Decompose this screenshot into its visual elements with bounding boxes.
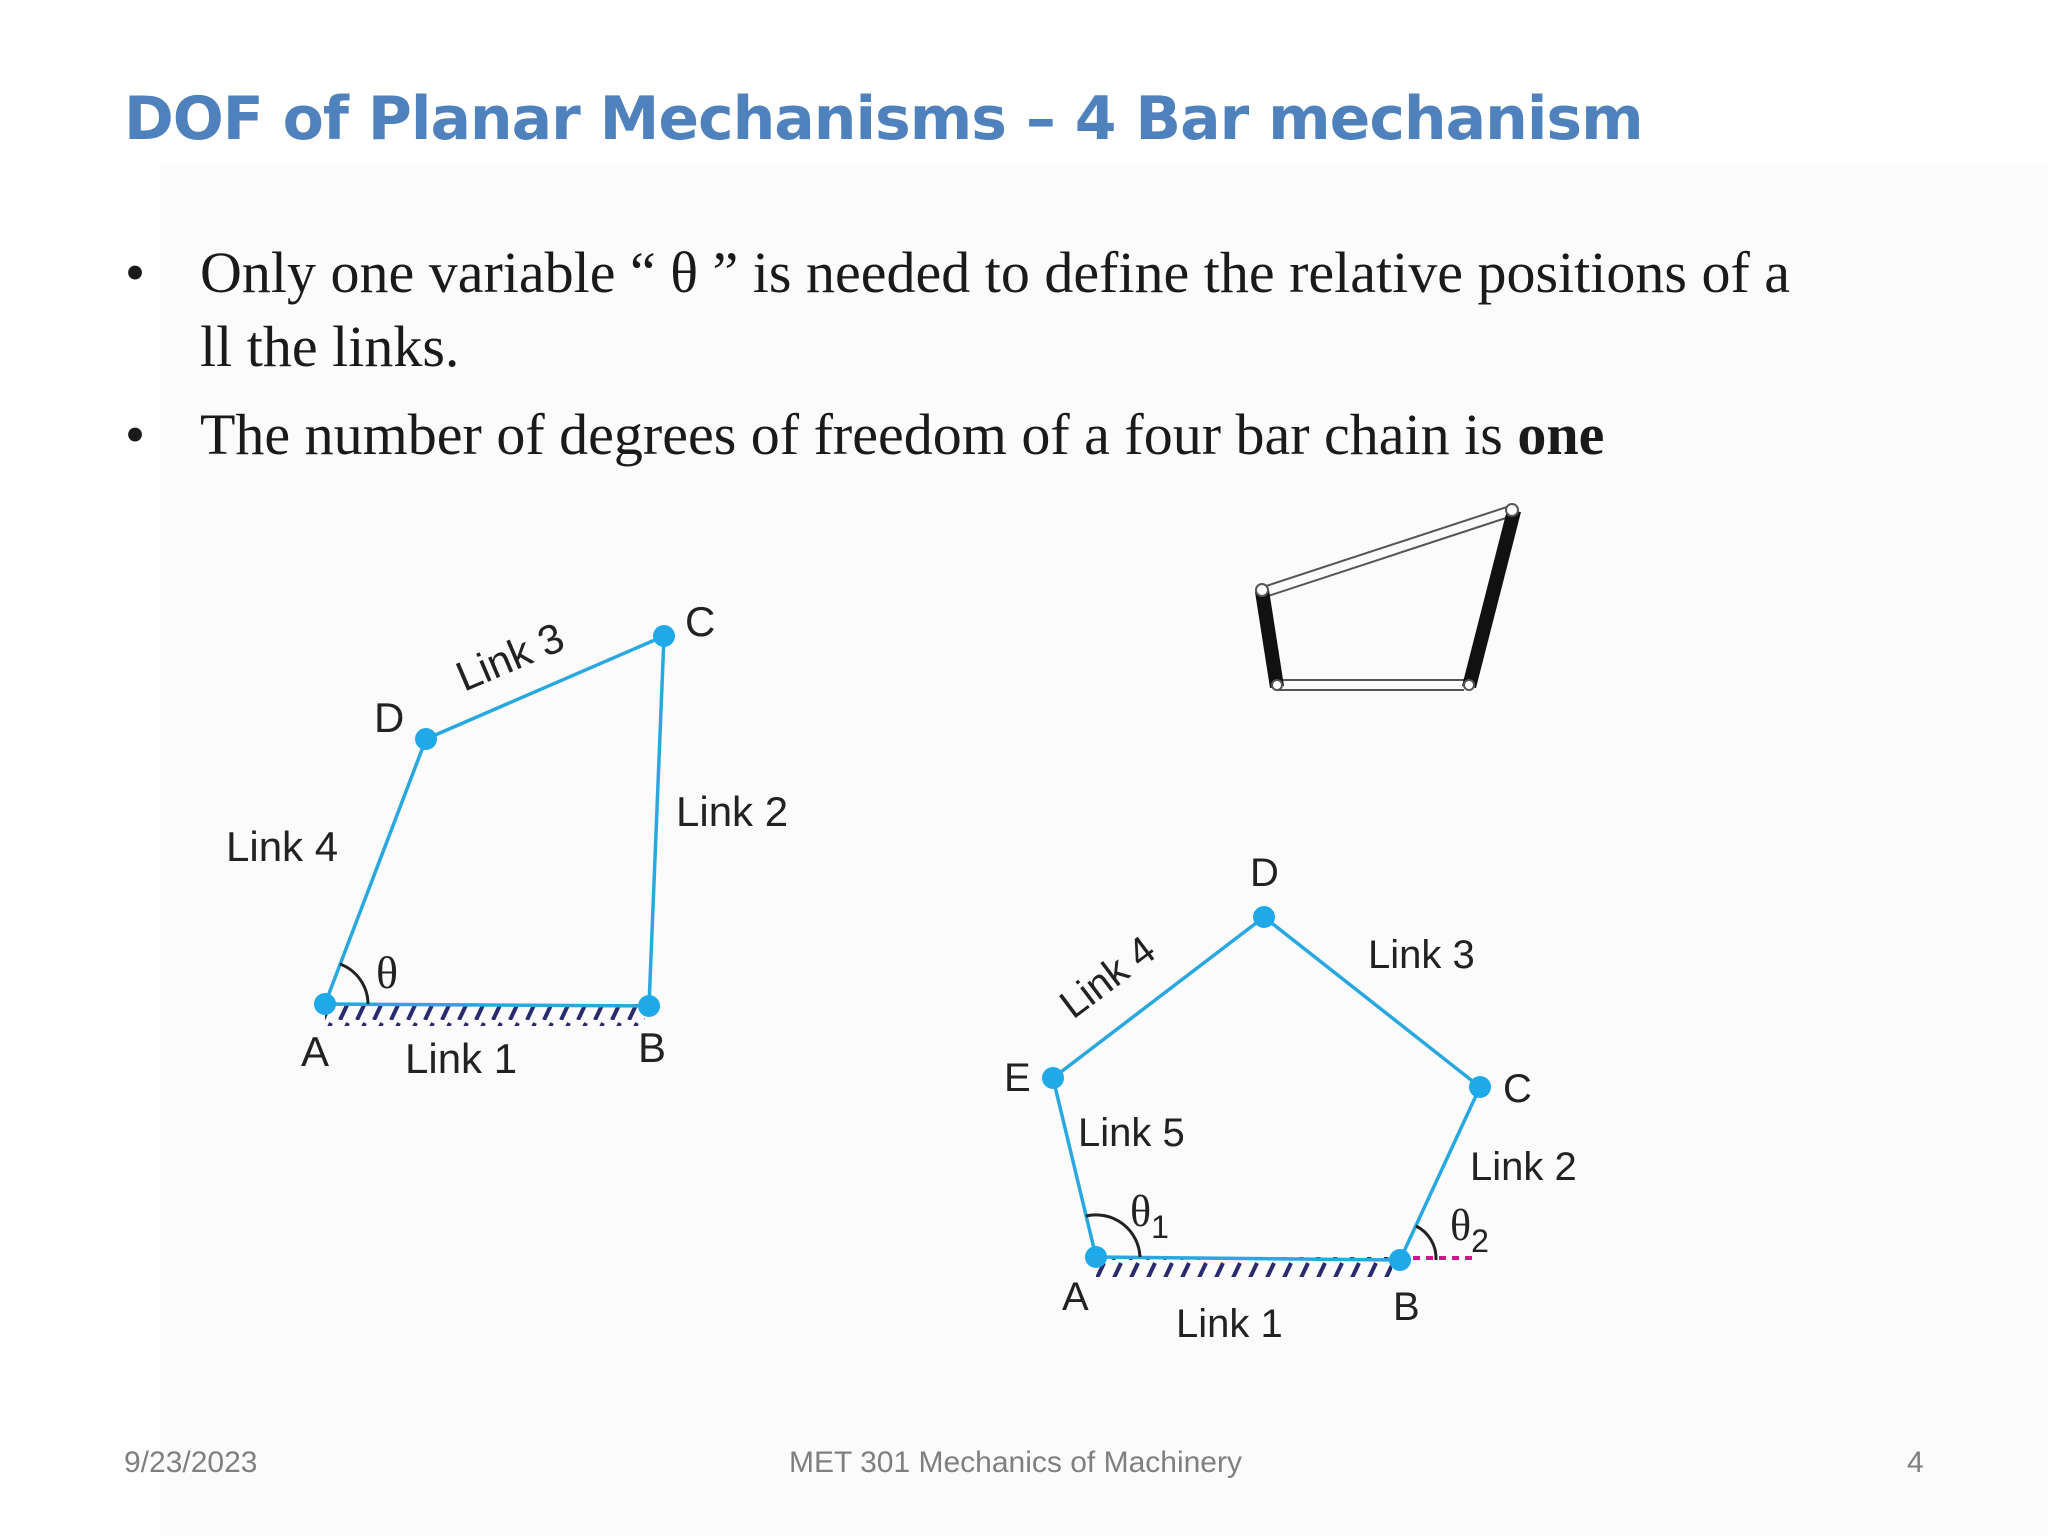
slide-title: DOF of Planar Mechanisms – 4 Bar mechanism: [124, 84, 1643, 154]
joint-b: [1389, 1249, 1411, 1271]
link-2-line: [649, 636, 664, 1006]
link-1-line: [325, 1004, 649, 1006]
five-bar-diagram: [990, 840, 1630, 1360]
link-label-3: Link 3: [1368, 933, 1475, 977]
bullet-text: The number of degrees of freedom of a four bar chain is: [200, 402, 1518, 467]
theta-arc: [340, 964, 368, 1004]
left-crank-bar: [1255, 590, 1284, 688]
theta2-arc: [1416, 1226, 1436, 1260]
link-label-2: Link 2: [676, 788, 789, 835]
link-label-1: Link 1: [405, 1035, 518, 1082]
link-label-4: Link 4: [1051, 927, 1164, 1028]
theta2-label: $\theta_2$: [1450, 1201, 1489, 1259]
point-label-a: A: [301, 1028, 330, 1075]
bullet-text: Only one variable “ θ ” is needed to define the relative positions of a: [200, 240, 1791, 305]
point-label-c: C: [1503, 1067, 1532, 1111]
joint-c: [1469, 1076, 1491, 1098]
joint-b: [638, 995, 660, 1017]
joint-d: [415, 728, 437, 750]
point-label-d: D: [374, 694, 405, 741]
point-label-d: D: [1250, 851, 1279, 895]
link-label-3: Link 3: [449, 613, 571, 701]
link-label-1: Link 1: [1176, 1302, 1283, 1346]
joint-d: [1253, 906, 1275, 928]
point-label-c: C: [685, 598, 716, 645]
bullet-item: [120, 236, 1940, 384]
bullet-icon: •: [124, 240, 146, 305]
point-label-e: E: [1004, 1056, 1031, 1100]
link-label-4: Link 4: [226, 823, 339, 870]
link-5-line: [1053, 1078, 1096, 1257]
footer-course: MET 301 Mechanics of Machinery: [789, 1446, 1242, 1479]
theta-label: θ: [376, 947, 399, 998]
joint-e: [1042, 1067, 1064, 1089]
point-label-b: B: [1393, 1285, 1420, 1329]
joint-a: [1085, 1246, 1107, 1268]
linkage-sketch: [1240, 490, 1540, 710]
link-label-2: Link 2: [1470, 1145, 1577, 1189]
right-rocker-bar: [1462, 510, 1521, 688]
point-label-b: B: [638, 1024, 667, 1071]
bullet-list: [120, 236, 1940, 486]
bullet-icon: •: [124, 402, 146, 467]
footer-page-number: 4: [1907, 1446, 1924, 1479]
bullet-bold-text: one: [1517, 402, 1605, 467]
link-label-5: Link 5: [1078, 1111, 1185, 1155]
joint-c: [653, 625, 675, 647]
footer-date: 9/23/2023: [124, 1446, 258, 1479]
bullet-item: [120, 398, 1940, 472]
four-bar-diagram: [200, 580, 860, 1100]
joint-a: [314, 993, 336, 1015]
point-label-a: A: [1062, 1275, 1089, 1319]
theta1-label: $\theta_1$: [1130, 1187, 1169, 1245]
bullet-text-continued: ll the links.: [200, 314, 460, 379]
